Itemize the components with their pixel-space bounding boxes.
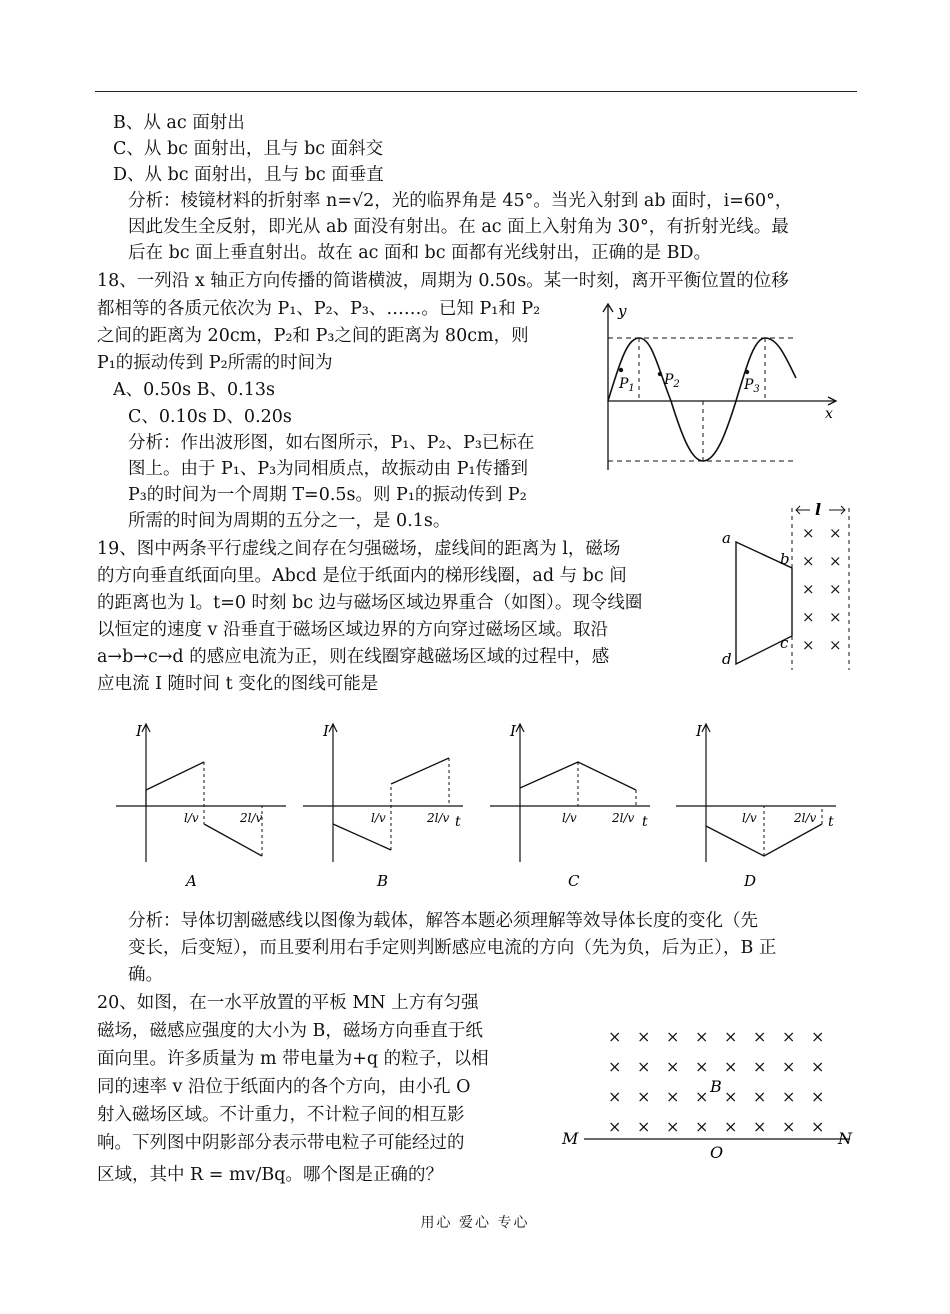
q20-field-x-3-6: ×	[753, 1087, 767, 1106]
field-x-3-1: ×	[802, 580, 815, 598]
graph-b-tick-1: l/v	[371, 811, 386, 825]
graph-a-label: A	[186, 872, 197, 890]
p3-label: $P_3$	[744, 377, 760, 395]
q19-field-figure	[712, 498, 862, 678]
q17-analysis-line-1: 分析：棱镜材料的折射率 n=√2，光的临界角是 45°。当光入射到 ab 面时，i=60°，	[128, 191, 793, 211]
graph-a-tick-1: l/v	[184, 811, 199, 825]
q19-stem-line-3: 的距离也为 l。t=0 时刻 bc 边与磁场区域边界重合（如图）。现令线圈	[97, 593, 643, 613]
field-x-1-2: ×	[829, 524, 842, 542]
q20-field-x-1-6: ×	[753, 1027, 767, 1046]
q20-field-x-2-5: ×	[724, 1057, 738, 1076]
q20-field-x-3-1: ×	[608, 1087, 622, 1106]
q20-field-x-2-7: ×	[782, 1057, 796, 1076]
q20-field-x-1-1: ×	[608, 1027, 622, 1046]
q20-field-x-2-3: ×	[666, 1057, 680, 1076]
q20-field-x-3-8: ×	[811, 1087, 825, 1106]
p2-point	[658, 372, 662, 376]
q20-stem-line-5: 射入磁场区域。不计重力，不计粒子间的相互影	[97, 1105, 465, 1125]
graph-d-y-label: I	[696, 722, 702, 740]
q20-stem-line-3: 面向里。许多质量为 m 带电量为+q 的粒子，以相	[97, 1049, 489, 1069]
field-x-4-1: ×	[802, 608, 815, 626]
field-x-3-2: ×	[829, 580, 842, 598]
q19-graph-a	[108, 712, 293, 897]
graph-a-tick-2: 2l/v	[240, 811, 263, 825]
q19-analysis-line-2: 变长，后变短），而且要利用右手定则判断感应电流的方向（先为负，后为正），B 正	[128, 938, 777, 958]
q19-stem-line-6: 应电流 I 随时间 t 变化的图线可能是	[97, 674, 379, 694]
q20-field-x-4-1: ×	[608, 1117, 622, 1136]
q20-field-x-3-2: ×	[637, 1087, 651, 1106]
q17-analysis-line-3: 后在 bc 面上垂直射出。故在 ac 面和 bc 面都有光线射出，正确的是 BD。	[128, 243, 712, 263]
graph-c-t-label: t	[642, 814, 648, 830]
q17-analysis-line-2: 因此发生全反射，即光从 ab 面没有射出。在 ac 面上入射角为 30°，有折射光线。最	[128, 217, 789, 237]
graph-d-tick-2: 2l/v	[794, 811, 817, 825]
q17-option-d: D、从 bc 面射出，且与 bc 面垂直	[113, 165, 384, 185]
q20-field-x-2-6: ×	[753, 1057, 767, 1076]
graph-b-y-label: I	[323, 722, 329, 740]
corner-c-label: c	[780, 634, 789, 652]
q20-field-x-3-4: ×	[695, 1087, 709, 1106]
q20-stem-line-1: 20、如图，在一水平放置的平板 MN 上方有匀强	[97, 993, 479, 1013]
graph-c-label: C	[568, 872, 580, 890]
corner-a-label: a	[722, 529, 731, 547]
graph-d-label: D	[744, 872, 757, 890]
q20-field-x-2-8: ×	[811, 1057, 825, 1076]
field-x-1-1: ×	[802, 524, 815, 542]
p1-label: $P_1$	[619, 376, 635, 394]
corner-b-label: b	[780, 550, 790, 568]
q17-option-c: C、从 bc 面射出，且与 bc 面斜交	[113, 139, 384, 159]
q18-stem-line-4: P₁的振动传到 P₂所需的时间为	[97, 353, 333, 373]
q20-n-label: N	[838, 1129, 852, 1148]
q20-stem-line-4: 同的速率 v 沿位于纸面内的各个方向，由小孔 O	[97, 1077, 471, 1097]
q18-wave-figure	[596, 298, 856, 480]
p3-point	[745, 370, 749, 374]
field-x-5-2: ×	[829, 636, 842, 654]
q20-field-x-1-4: ×	[695, 1027, 709, 1046]
q20-field-x-4-3: ×	[666, 1117, 680, 1136]
q20-b-label: B	[710, 1077, 722, 1096]
q18-stem-line-1: 18、一列沿 x 轴正方向传播的简谐横波，周期为 0.50s。某一时刻，离开平衡位置的位移	[97, 271, 789, 291]
graph-b-label: B	[377, 872, 389, 890]
q20-m-label: M	[562, 1129, 579, 1148]
graph-b-tick-2: 2l/v	[427, 811, 450, 825]
q20-field-x-2-1: ×	[608, 1057, 622, 1076]
q20-field-x-1-2: ×	[637, 1027, 651, 1046]
q20-o-label: O	[710, 1143, 724, 1162]
q20-field-x-2-4: ×	[695, 1057, 709, 1076]
q20-field-x-2-2: ×	[637, 1057, 651, 1076]
q19-stem-line-2: 的方向垂直纸面向里。Abcd 是位于纸面内的梯形线圈，ad 与 bc 间	[97, 566, 627, 586]
field-symbols	[802, 524, 842, 654]
graph-c-tick-1: l/v	[562, 811, 577, 825]
q20-field-x-4-6: ×	[753, 1117, 767, 1136]
header-rule	[95, 91, 857, 92]
field-x-5-1: ×	[802, 636, 815, 654]
q18-analysis-line-2: 图上。由于 P₁、P₃为同相质点，故振动由 P₁传播到	[128, 459, 528, 479]
q19-stem-line-4: 以恒定的速度 v 沿垂直于磁场区域边界的方向穿过磁场区域。取沿	[97, 620, 609, 640]
q20-field-figure	[560, 1020, 860, 1170]
q18-options-ab: A、0.50s B、0.13s	[113, 380, 275, 400]
y-axis-label: y	[618, 302, 627, 320]
wave-curve	[608, 338, 796, 461]
graph-c-y-label: I	[510, 722, 516, 740]
q19-graph-d	[668, 712, 853, 897]
q18-analysis-line-1: 分析：作出波形图，如右图所示，P₁、P₂、P₃已标在	[128, 433, 535, 453]
q20-field-x-4-7: ×	[782, 1117, 796, 1136]
q19-analysis-line-1: 分析：导体切割磁感线以图像为载体，解答本题必须理解等效导体长度的变化（先	[128, 911, 758, 931]
corner-d-label: d	[722, 650, 732, 668]
graph-a-segment-1	[146, 762, 204, 790]
q20-stem-line-2: 磁场，磁感应强度的大小为 B，磁场方向垂直于纸	[97, 1021, 483, 1041]
x-axis-label: x	[825, 406, 833, 422]
p1-point	[619, 368, 623, 372]
q19-analysis-line-3: 确。	[128, 965, 163, 985]
q20-field-x-1-7: ×	[782, 1027, 796, 1046]
q20-stem-line-6: 响。下列图中阴影部分表示带电粒子可能经过的	[97, 1133, 465, 1153]
q19-graph-b	[295, 712, 480, 897]
p2-label: $P_2$	[664, 372, 680, 390]
q19-graph-c	[482, 712, 667, 897]
q20-field-x-3-5: ×	[724, 1087, 738, 1106]
graph-d-tick-1: l/v	[742, 811, 757, 825]
q20-field-x-4-2: ×	[637, 1117, 651, 1136]
graph-a-y-label: I	[136, 722, 142, 740]
q20-stem-line-7: 区域，其中 R = mv/Bq。哪个图是正确的？	[97, 1165, 443, 1185]
graph-d-t-label: t	[828, 814, 834, 830]
q18-analysis-line-3: P₃的时间为一个周期 T=0.5s。则 P₁的振动传到 P₂	[128, 485, 527, 505]
field-x-2-2: ×	[829, 552, 842, 570]
q18-stem-line-2: 都相等的各质元依次为 P₁、P₂、P₃、……。已知 P₁和 P₂	[97, 299, 541, 319]
q19-stem-line-5: a→b→c→d 的感应电流为正，则在线圈穿越磁场区域的过程中，感	[97, 647, 610, 667]
q18-stem-line-3: 之间的距离为 20cm，P₂和 P₃之间的距离为 80cm，则	[97, 326, 529, 346]
q20-field-x-1-5: ×	[724, 1027, 738, 1046]
q17-option-b: B、从 ac 面射出	[113, 113, 245, 133]
q20-field-x-3-3: ×	[666, 1087, 680, 1106]
q18-analysis-line-4: 所需的时间为周期的五分之一，是 0.1s。	[128, 511, 451, 531]
graph-a-segment-2	[204, 824, 262, 856]
q20-field-x-1-3: ×	[666, 1027, 680, 1046]
q20-field-x-4-8: ×	[811, 1117, 825, 1136]
q19-stem-line-1: 19、图中两条平行虚线之间存在匀强磁场，虚线间的距离为 l，磁场	[97, 539, 621, 559]
page-footer: 用心 爱心 专心	[420, 1215, 530, 1231]
graph-b-t-label: t	[455, 814, 461, 830]
q20-field-x-3-7: ×	[782, 1087, 796, 1106]
q20-field-x-4-4: ×	[695, 1117, 709, 1136]
q20-field-x-1-8: ×	[811, 1027, 825, 1046]
field-x-2-1: ×	[802, 552, 815, 570]
graph-c-tick-2: 2l/v	[612, 811, 635, 825]
q20-field-x-4-5: ×	[724, 1117, 738, 1136]
graph-b-segment-1	[333, 824, 391, 850]
q18-options-cd: C、0.10s D、0.20s	[128, 407, 292, 427]
graph-d-curve	[706, 824, 822, 856]
width-label: l	[815, 500, 822, 519]
graph-b-segment-2	[391, 758, 449, 784]
field-x-4-2: ×	[829, 608, 842, 626]
